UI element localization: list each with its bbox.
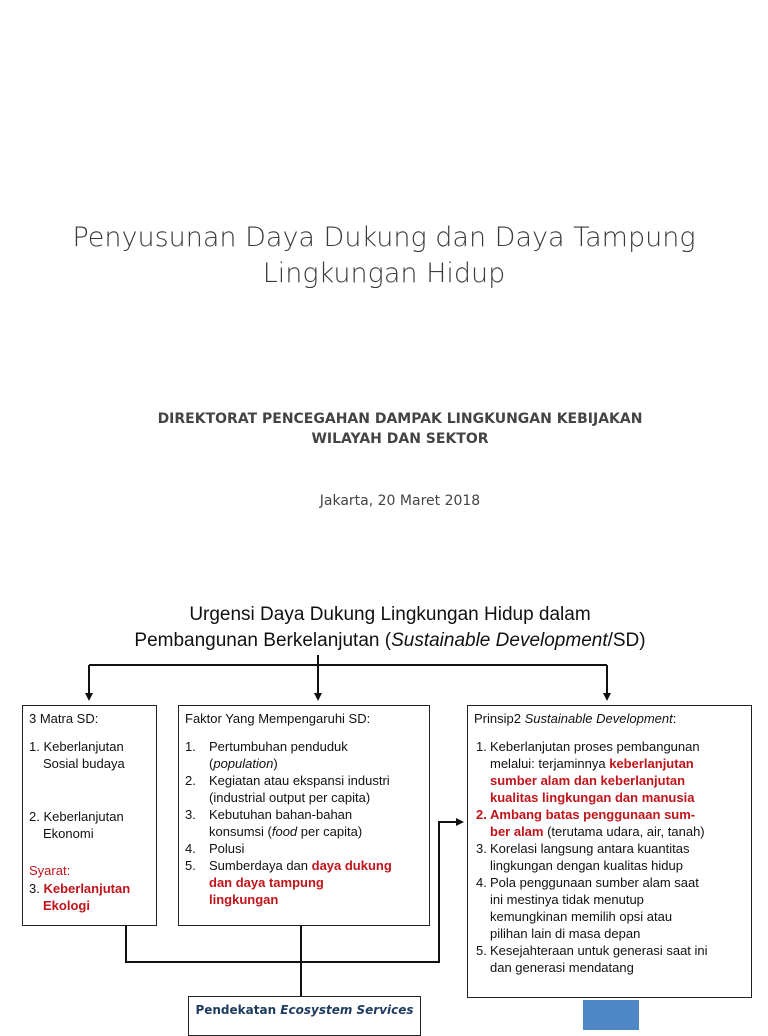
list-item: 3. Kebutuhan bahan-bahan konsumsi (food per capita)	[185, 807, 363, 839]
box1-syarat: Syarat:	[29, 863, 71, 878]
box-prinsip-sd	[467, 705, 752, 998]
top-distribution-arrows	[89, 655, 607, 697]
box-faktor-sd	[178, 705, 430, 926]
list-item: 4. Polusi	[185, 841, 245, 856]
box3-header: Prinsip2 Sustainable Development:	[474, 711, 677, 726]
slide-title-italic: Sustainable Development	[391, 630, 608, 651]
item-text: Ekologi	[43, 898, 90, 913]
box2-header: Faktor Yang Mempengaruhi SD:	[185, 711, 371, 726]
item-text: Ekonomi	[43, 826, 94, 841]
item-text: Keberlanjutan	[43, 881, 131, 896]
item-text: Keberlanjutan	[43, 809, 124, 824]
box3-list	[476, 738, 748, 976]
box-3-matra-sd	[22, 705, 157, 926]
org-line-1: DIREKTORAT PENCEGAHAN DAMPAK LINGKUNGAN KEBIJAKAN	[157, 411, 643, 427]
item-number: 1.	[29, 739, 40, 754]
title-line-2: Lingkungan Hidup	[262, 258, 506, 289]
box1-item-3	[29, 880, 130, 914]
item-text: Keberlanjutan	[43, 739, 124, 754]
title-line-1: Penyusunan Daya Dukung dan Daya Tampung	[72, 222, 696, 253]
box1-item-1	[29, 738, 125, 772]
item-number: 2.	[29, 809, 40, 824]
box1-item-2	[29, 808, 124, 842]
decorative-blue-block	[583, 1000, 639, 1030]
slide-title-suffix: /SD)	[607, 630, 646, 651]
ecosystem-services-box	[188, 996, 421, 1036]
presentation-date: Jakarta, 20 Maret 2018	[319, 493, 481, 509]
list-item: 2. Ambang batas penggunaan sum- ber alam (terutama udara, air, tanah)	[476, 807, 705, 839]
box2-list	[185, 738, 425, 908]
list-item: 5. Sumberdaya dan daya dukung dan daya tampung lingkungan	[185, 858, 392, 907]
slide-title-text: Pembangunan Berkelanjutan (	[134, 630, 392, 651]
list-item: 1. Pertumbuhan penduduk (population)	[185, 739, 348, 771]
list-item: 2. Kegiatan atau ekspansi industri (industrial output per capita)	[185, 773, 390, 805]
org-line-2: WILAYAH DAN SEKTOR	[311, 431, 489, 447]
list-item: 4. Pola penggunaan sumber alam saat ini mestinya tidak menutup kemungkinan memilih opsi atau pilihan lain di masa depan	[476, 875, 699, 941]
list-item: 3. Korelasi langsung antara kuantitas lingkungan dengan kualitas hidup	[476, 841, 690, 873]
list-item: 5. Kesejahteraan untuk generasi saat ini dan generasi mendatang	[476, 943, 708, 975]
footer-italic: Ecosystem Services	[280, 1003, 414, 1017]
slide-title-line-1: Urgensi Daya Dukung Lingkungan Hidup dalam	[189, 604, 591, 625]
footer-text: Pendekatan	[195, 1003, 281, 1017]
list-item: 1. Keberlanjutan proses pembangunan melalui: terjaminnya keberlanjutan sumber alam dan keberlanjutan kualitas lingkungan dan manusia	[476, 739, 700, 805]
box1-header: 3 Matra SD:	[29, 711, 99, 726]
item-number: 3.	[29, 881, 40, 896]
item-text: Sosial budaya	[43, 756, 125, 771]
